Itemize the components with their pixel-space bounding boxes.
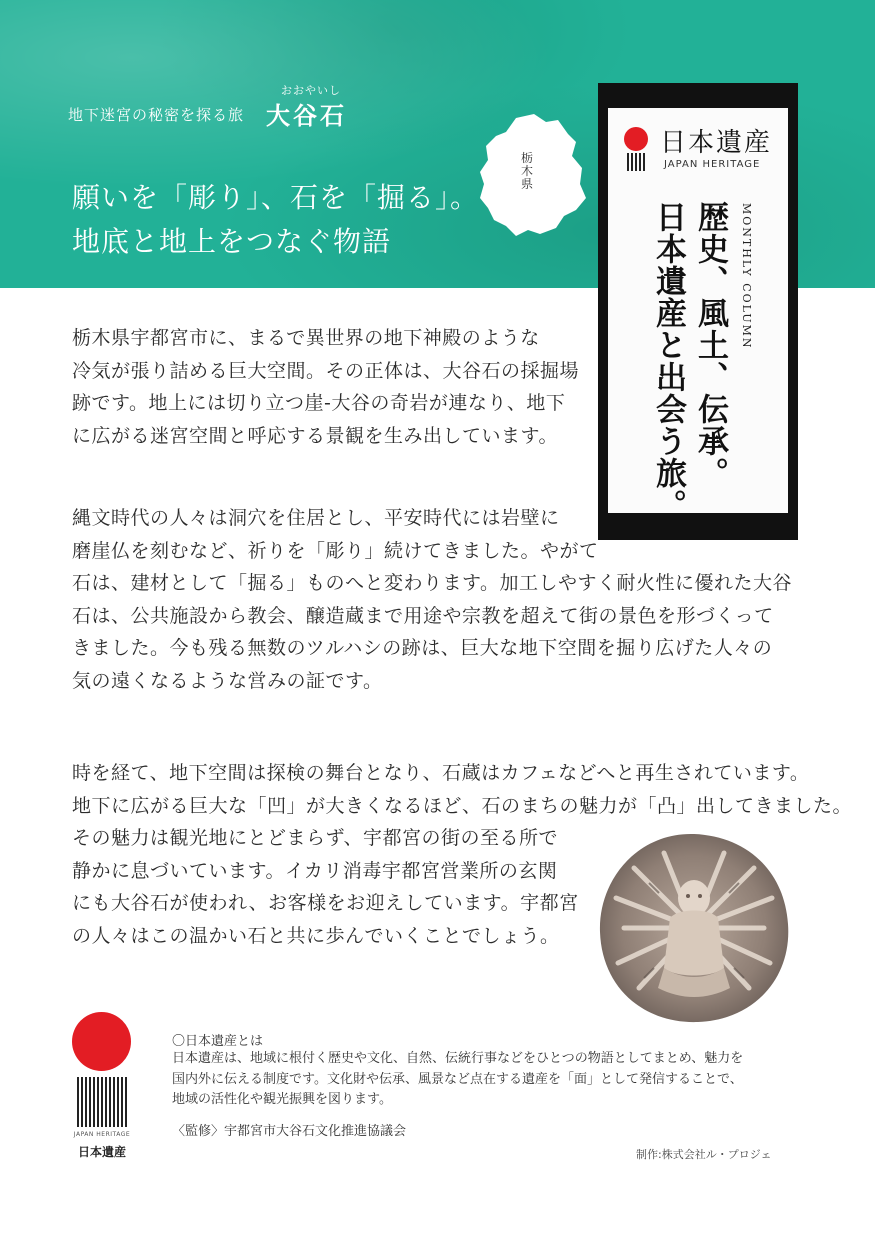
text-line: 地下に広がる巨大な「凹」が大きくなるほど、石のまちの魅力が「凸」出してきました。 (72, 794, 853, 817)
headline (72, 176, 479, 264)
text-line: その魅力は観光地にとどまらず、宇都宮の街の至る所で (72, 827, 558, 849)
text-line: 時を経て、地下空間は探検の舞台となり、石蔵はカフェなどへと再生されています。 (72, 762, 810, 784)
map-label: 栃木県 (520, 151, 533, 191)
article-paragraph-3-bottom (72, 822, 592, 953)
tagline: 地下迷宮の秘密を探る旅 (68, 106, 245, 124)
article-paragraph-2-top (72, 502, 599, 567)
japan-heritage-logo-en: JAPAN HERITAGE (664, 159, 761, 170)
text-line: 気の遠くなるような営みの証です。 (72, 670, 383, 693)
text-line: 地域の活性化や観光振興を図ります。 (172, 1092, 392, 1107)
text-line: きました。今も残る無数のツルハシの跡は、巨大な地下空間を掘り広げた人々の (72, 637, 773, 660)
stone-name: 大谷石 (266, 102, 347, 130)
text-line: の人々はこの温かい石と共に歩んでいくことでしょう。 (72, 925, 560, 948)
headline-line: 地底と地上をつなぐ物語 (72, 225, 392, 258)
text-line: 日本遺産は、地域に根付く歴史や文化、自然、伝統行事などをひとつの物語としてまとめ、魅力を (172, 1051, 744, 1066)
footer-heading: 〇日本遺産とは (172, 1034, 264, 1049)
article-paragraph-3-top (72, 757, 853, 822)
text-line: 跡です。地上には切り立つ崖-大谷の奇岩が連なり、地下 (72, 392, 566, 415)
japan-heritage-bars-icon (627, 153, 646, 171)
japan-heritage-footer-sun-icon (72, 1012, 131, 1071)
footer-logo-jp: 日本遺産 (77, 1145, 126, 1159)
article-paragraph-2-bottom (72, 567, 812, 698)
text-line: 石は、建材として「掘る」ものへと変わります。加工しやすく耐火性に優れた大谷 (72, 572, 792, 594)
series-label: MONTHLY COLUMN (740, 203, 753, 350)
footer-logo-en: JAPAN HERITAGE (73, 1131, 131, 1138)
footer-credit: 制作:株式会社ル・プロジェ (636, 1148, 772, 1161)
text-line: 静かに息づいています。イカリ消毒宇都宮営業所の玄関 (72, 859, 558, 882)
text-line: 栃木県宇都宮市に、まるで異世界の地下神殿のような (72, 327, 540, 349)
text-line: 縄文時代の人々は洞穴を住居とし、平安時代には岩壁に (72, 507, 560, 529)
japan-heritage-footer-bars-icon (77, 1077, 127, 1127)
text-line: 磨崖仏を刻むなど、祈りを「彫り」続けてきました。やがて (72, 539, 599, 562)
footer-description (172, 1049, 812, 1111)
japan-heritage-sun-icon (624, 127, 648, 151)
article-paragraph-1 (72, 322, 592, 453)
footer-supervision: 〈監修〉宇都宮市大谷石文化推進協議会 (172, 1124, 407, 1139)
stone-relief-image (594, 828, 794, 1028)
text-line: 冷気が張り詰める巨大空間。その正体は、大谷石の採掘場 (72, 359, 580, 382)
text-line: 石は、公共施設から教会、醸造蔵まで用途や宗教を超えて街の景色を形づくって (72, 604, 774, 627)
headline-line: 願いを「彫り」、石を「掘る」。 (72, 181, 480, 214)
japan-heritage-logo-title: 日本遺産 (660, 128, 773, 158)
stone-name-ruby: おおやいし (281, 84, 341, 97)
banner-vertical-line-2: 日本遺産と出会う旅。 (650, 201, 686, 521)
banner-vertical-line-1: 歴史、風土、伝承。 (692, 201, 728, 489)
text-line: に広がる迷宮空間と呼応する景観を生み出しています。 (72, 425, 558, 448)
text-line: 国内外に伝える制度です。文化財や伝承、風景など点在する遺産を「面」として発信することで、 (172, 1071, 743, 1087)
text-line: にも大谷石が使われ、お客様をお迎えしています。宇都宮 (72, 892, 579, 915)
